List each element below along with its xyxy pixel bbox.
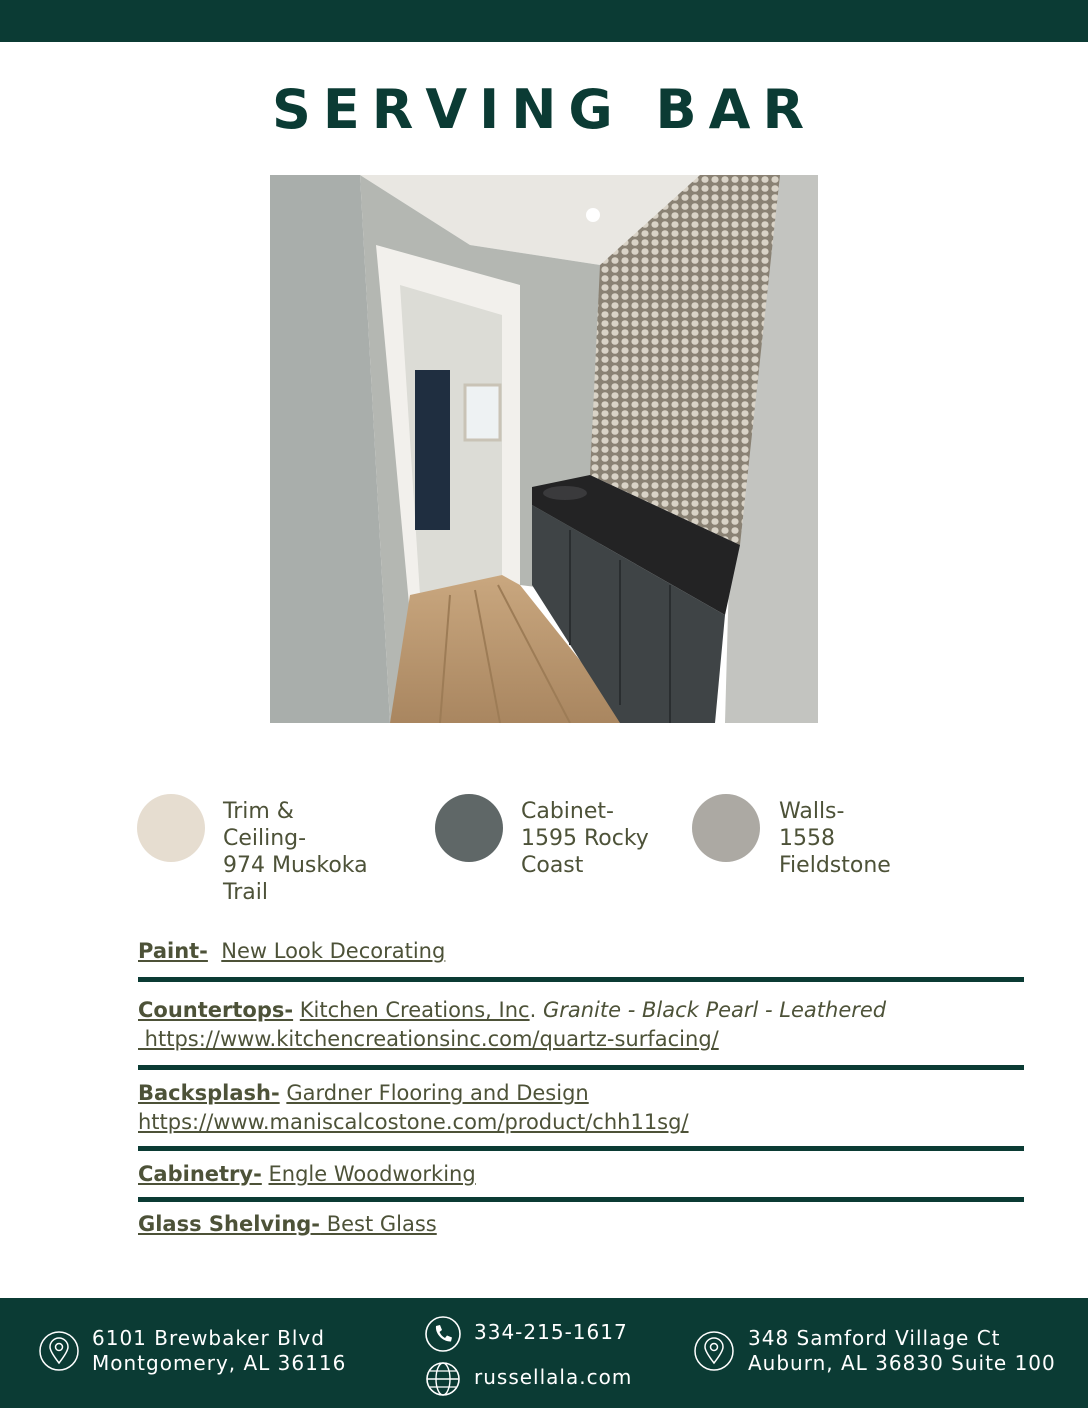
location-pin-icon <box>693 1330 735 1376</box>
color-swatch-circle <box>435 794 503 862</box>
glass-vendor-link[interactable]: Best Glass <box>320 1212 437 1236</box>
spec-key: Backsplash- <box>138 1081 280 1105</box>
swatch-label: Trim & Ceiling- 974 Muskoka Trail <box>223 799 368 905</box>
spec-key: Countertops- <box>138 998 294 1022</box>
address-montgomery <box>92 1326 346 1376</box>
countertops-url-link[interactable]: https://www.kitchencreationsinc.com/quartz-surfacing/ <box>138 1027 719 1051</box>
spec-key: Glass Shelving- <box>138 1212 321 1236</box>
globe-icon <box>424 1360 462 1402</box>
top-bar <box>0 0 1088 42</box>
spec-backsplash <box>138 1079 689 1137</box>
spec-glass-shelving <box>138 1210 437 1239</box>
address-auburn <box>748 1326 1056 1376</box>
countertops-detail: Granite - Black Pearl - Leathered <box>542 998 887 1022</box>
spec-cabinetry <box>138 1160 476 1189</box>
serving-bar-photo <box>270 175 818 723</box>
spec-countertops <box>138 996 886 1054</box>
divider <box>138 1146 1024 1151</box>
spec-key: Cabinetry- <box>138 1162 262 1186</box>
backsplash-vendor-link[interactable]: Gardner Flooring and Design <box>286 1081 589 1105</box>
phone-number[interactable]: 334-215-1617 <box>474 1320 628 1344</box>
backsplash-url-link[interactable]: https://www.maniscalcostone.com/product/chh11sg/ <box>138 1110 689 1134</box>
cabinetry-vendor-link[interactable]: Engle Woodworking <box>268 1162 476 1186</box>
swatch-label: Cabinet- 1595 Rocky Coast <box>521 799 649 878</box>
address-line: Auburn, AL 36830 Suite 100 <box>748 1351 1056 1375</box>
divider <box>138 1197 1024 1202</box>
divider <box>138 1065 1024 1070</box>
divider <box>138 977 1024 982</box>
address-line: 6101 Brewbaker Blvd <box>92 1326 325 1350</box>
page-title: SERVING BAR <box>271 78 817 141</box>
countertops-vendor-link[interactable]: Kitchen Creations, Inc <box>299 998 530 1022</box>
spec-paint <box>138 937 445 966</box>
address-line: 348 Samford Village Ct <box>748 1326 1001 1350</box>
spec-key: Paint- <box>138 939 208 963</box>
color-swatch-circle <box>692 794 760 862</box>
footer <box>0 1298 1088 1408</box>
phone-icon <box>424 1315 462 1357</box>
color-swatch-circle <box>137 794 205 862</box>
address-line: Montgomery, AL 36116 <box>92 1351 347 1375</box>
paint-vendor-link[interactable]: New Look Decorating <box>221 939 446 963</box>
swatch-label: Walls- 1558 Fieldstone <box>779 799 891 878</box>
location-pin-icon <box>38 1330 80 1376</box>
countertops-dot: . <box>529 998 537 1022</box>
website-link[interactable]: russellala.com <box>474 1365 633 1389</box>
